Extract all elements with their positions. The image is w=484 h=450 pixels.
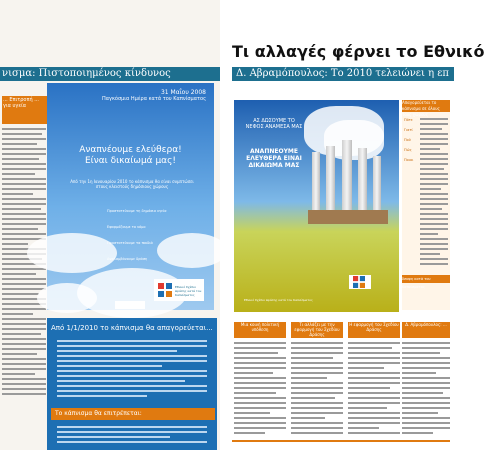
photo-footer-text: Εθνικό Σχέδιο Δράσης κατά του Καπνίσματος — [244, 298, 313, 302]
column-2-text — [291, 342, 343, 437]
side-panel-label: Ποιοι — [404, 158, 414, 162]
poster-headline — [47, 145, 214, 167]
column-1-text — [234, 342, 286, 437]
poster-list — [107, 209, 202, 261]
bottom-box-heading: Από 1/1/2010 το κάπνισμα θα απαγορεύεται... — [51, 324, 213, 332]
column-1-heading: Μια κοινή πολιτική υπόθεση — [234, 322, 286, 338]
photo-caption-main: ΑΝΑΠΝΕΟΥΜΕ ΕΛΕΥΘΕΡΑ ΕΙΝΑΙ ΔΙΚΑΙΩΜΑ ΜΑΣ — [246, 148, 302, 169]
bottom-box-text-1 — [57, 340, 207, 400]
column-4-text — [402, 342, 450, 437]
left-page-title-bar: νισμα: Πιστοποιημένος κίνδυνος — [0, 67, 220, 81]
ministry-emblem — [115, 301, 145, 309]
bottom-info-box — [47, 318, 217, 450]
footer-rule — [232, 440, 450, 442]
poster-date-sub: Παγκόσμια Ημέρα κατά του Καπνίσματος — [101, 96, 206, 102]
poster-date — [102, 89, 206, 102]
anti-smoking-poster — [47, 83, 214, 310]
factory-chimneys-photo — [234, 100, 399, 312]
column-4-heading: Δ. Αβραμόπουλος: ... — [402, 322, 450, 338]
side-panel-text — [420, 118, 448, 268]
poster-logo-text: Εθνικό Σχέδιο Δράσης κατά του Καπνίσματος — [175, 285, 202, 297]
bottom-box-subheading: Το κάπνισμα θα επιτρέπεται: — [51, 408, 215, 420]
bottom-box-text-2 — [57, 426, 207, 446]
side-panel-label: Πώς — [404, 148, 412, 152]
side-panel-second-heading: Άποψη κατά του Καπνίσματος — [402, 275, 450, 283]
photo-caption-top: ΑΣ ΔΩΣΟΥΜΕ ΤΟ ΝΕΦΟΣ ΑΝΑΜΕΣΑ ΜΑΣ — [245, 118, 303, 130]
side-panel-label: Γιατί — [404, 128, 413, 132]
poster-headline-line-2: Είναι δικαίωμά μας! — [84, 156, 177, 166]
poster-list-item: Προστατεύουμε τα παιδιά — [107, 241, 153, 245]
national-plan-logo-icon — [158, 283, 172, 297]
side-panel-labels — [404, 118, 418, 168]
column-2-heading: Τι αλλάζει με την εφαρμογή του Σχεδίου Δράσης — [291, 322, 343, 338]
column-3-heading: Η εφαρμογή του Σχεδίου Δράσης — [348, 322, 400, 338]
poster-list-item: Αναλαμβάνουμε δράση — [107, 257, 148, 261]
side-panel-label: Πότε — [404, 118, 413, 122]
poster-list-item: Εφαρμόζουμε το νόμο — [107, 225, 146, 229]
poster-list-item: Προστατεύουμε τη δημόσια υγεία — [107, 209, 167, 213]
side-panel-label: Πού — [404, 138, 411, 142]
right-page-subtitle-bar: Δ. Αβραμόπουλος: Το 2010 τελειώνει η επ — [232, 67, 454, 81]
national-plan-logo-icon — [353, 276, 365, 288]
side-panel-heading: Απαγορεύεται το κάπνισμα σε όλους τους χώρους — [402, 100, 450, 112]
photo-logo-card — [349, 275, 371, 289]
poster-date-text: 31 Μαΐου 2008 — [160, 89, 206, 96]
poster-logo-card — [154, 279, 204, 301]
right-page-title: Τι αλλαγές φέρνει το Εθνικό — [232, 42, 484, 61]
column-3-text — [348, 342, 400, 437]
poster-headline-line-1: Αναπνέουμε ελεύθερα! — [79, 145, 182, 155]
poster-subhead: Από την 1η Ιανουαρίου 2010 το κάπνισμα θα είναι συμπτώσει στους κλειστούς δημόσιους χώρους — [70, 179, 194, 189]
left-page — [0, 0, 220, 450]
left-sidebar-heading: ... Επιτροπή ... για υγεία — [2, 96, 48, 124]
